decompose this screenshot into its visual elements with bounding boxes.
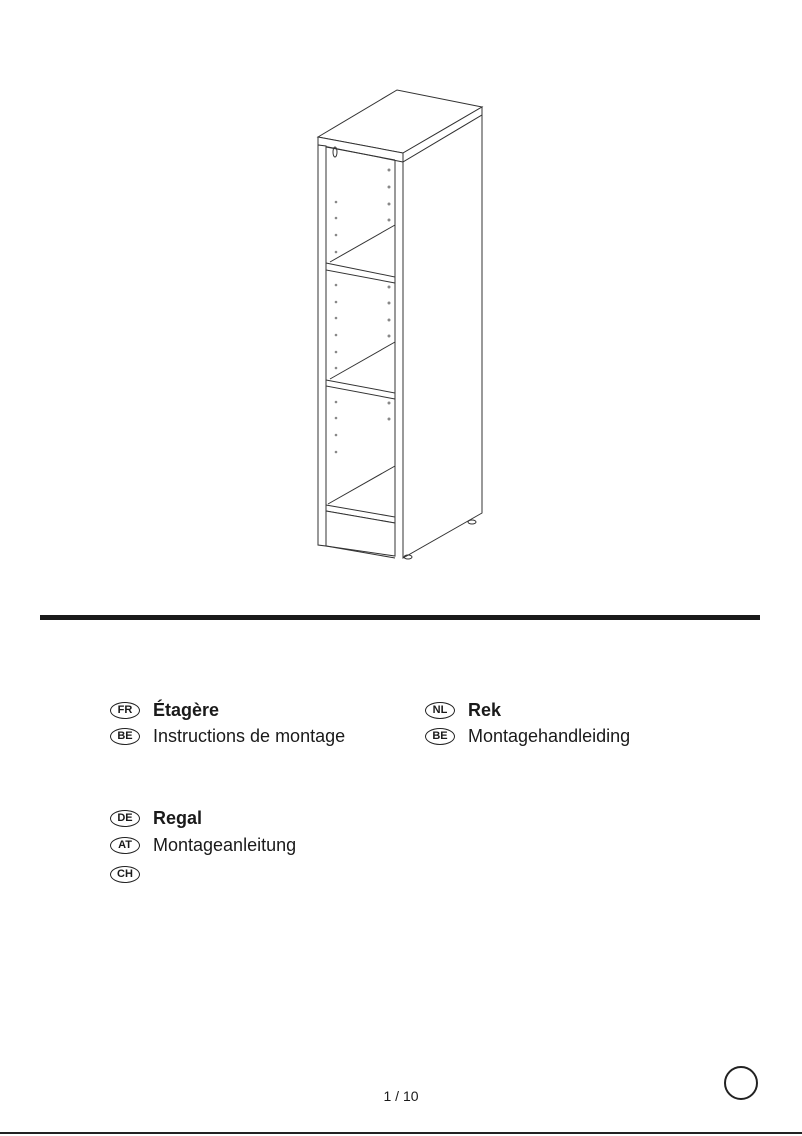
country-badge-fr: FR — [110, 702, 140, 719]
page-number: 1 / 10 — [383, 1088, 419, 1104]
country-badge-ch: CH — [110, 866, 140, 883]
instructions-nl: Montagehandleiding — [468, 725, 631, 746]
lang-be-subtitle — [110, 724, 345, 748]
lang-fr-title — [110, 698, 219, 722]
lang-at-subtitle — [110, 833, 296, 857]
country-badge-be: BE — [425, 728, 455, 745]
instructions-de: Montageanleitung — [153, 834, 297, 855]
lang-de-title — [110, 806, 202, 830]
product-title-fr: Étagère — [153, 699, 220, 720]
product-title-nl: Rek — [468, 699, 502, 720]
product-title-de: Regal — [153, 807, 203, 828]
lang-ch — [110, 862, 153, 886]
lang-nl-title — [425, 698, 501, 722]
instructions-fr: Instructions de montage — [153, 725, 346, 746]
lang-be-nl-subtitle — [425, 724, 630, 748]
country-badge-at: AT — [110, 837, 140, 854]
country-badge-be: BE — [110, 728, 140, 745]
circle-mark — [724, 1066, 758, 1100]
section-divider — [40, 615, 760, 620]
bottom-divider — [0, 1132, 802, 1134]
country-badge-de: DE — [110, 810, 140, 827]
country-badge-nl: NL — [425, 702, 455, 719]
